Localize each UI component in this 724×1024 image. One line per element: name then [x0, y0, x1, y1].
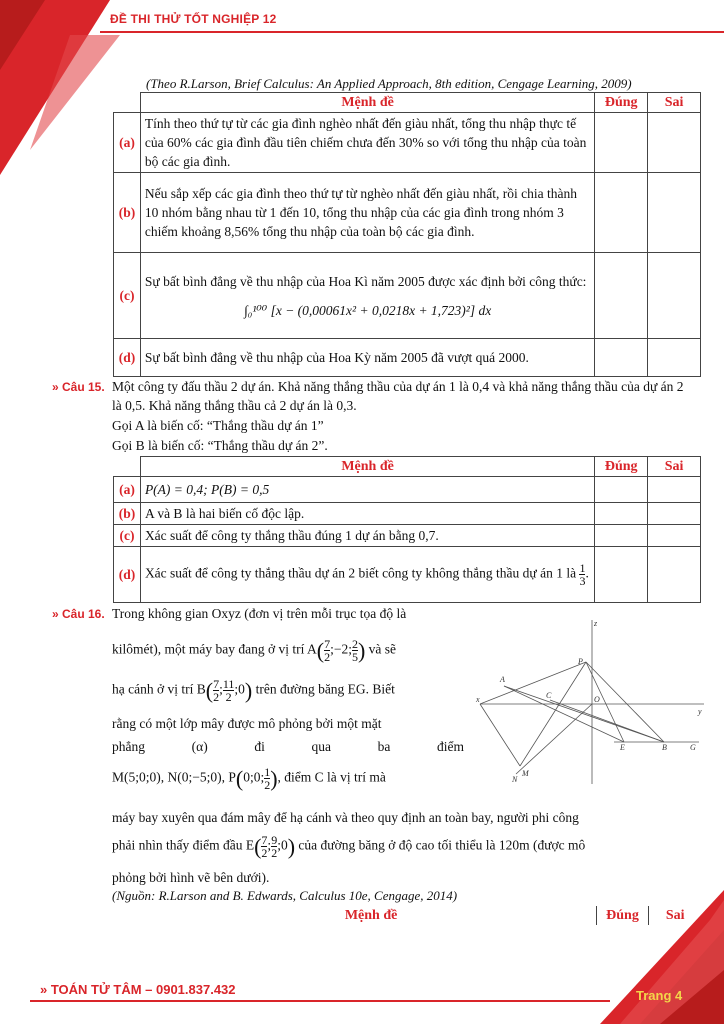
q16-line5 — [112, 737, 464, 756]
row-text: Xác suất để công ty thắng thầu đúng 1 dự án bằng 0,7. — [140, 525, 594, 547]
q16-table — [113, 906, 701, 925]
q15-row-c — [114, 525, 701, 547]
row-text: A và B là hai biến cố độc lập. — [140, 503, 594, 525]
row-text: Xác suất để công ty thắng thầu dự án 2 biết công ty không thắng thầu dự án 1 là $\frac{1}{3}$ . — [140, 547, 594, 603]
q14-citation: (Theo R.Larson, Brief Calculus: An Applied Approach, 8th edition, Cengage Learning, 2009) — [146, 76, 632, 91]
true-cell[interactable] — [595, 339, 648, 377]
true-cell[interactable] — [595, 113, 648, 173]
label-z: z — [594, 619, 598, 628]
line-PN — [480, 662, 586, 704]
q16-line7: máy bay xuyên qua đám mây để hạ cánh và theo quy định an toàn bay, người phi công — [112, 810, 579, 825]
q14-row-b — [114, 173, 701, 253]
row-text: Tính theo thứ tự từ các gia đình nghèo nhất đến giàu nhất, tổng thu nhập thực tế của 60% các gia đình đầu tiên chiếm chưa đến 30% so với tổng thu nhập của toàn bộ các gia đình. — [140, 113, 594, 173]
q15-intro: Một công ty đấu thầu 2 dự án. Khả năng thắng thầu của dự án 1 là 0,4 và khả năng thắng thầu của dự án 2 là 0,5. Khả năng thắng thầu cả 2 dự án là 0,3. — [112, 379, 684, 413]
row-label: (c) — [114, 525, 141, 547]
exam-title: ĐỀ THI THỬ TỐT NGHIỆP 12 — [110, 12, 277, 26]
q16-line8b: của đường băng ở độ cao tối thiểu là 120m (được mô — [298, 837, 586, 853]
q14-row-d — [114, 339, 701, 377]
q15-row-b — [114, 503, 701, 525]
q15-number: » Câu 15. — [52, 380, 105, 394]
q14-col-true: Đúng — [595, 93, 648, 113]
row-label: (d) — [114, 547, 141, 603]
row-text-main: Xác suất để công ty thắng thầu dự án 2 biết công ty không thắng thầu dự án 1 là — [144, 565, 577, 581]
fraction: $\frac{1}{2}$ — [264, 765, 271, 792]
q16-line3b: trên đường băng EG. Biết — [255, 681, 395, 697]
fraction: $\frac{11}{2}$ — [222, 677, 235, 704]
x-axis — [516, 704, 592, 774]
airplane-figure — [474, 616, 706, 784]
q16-line2a: kilômét), một máy bay đang ở vị trí A — [112, 641, 317, 657]
q15-col-blank — [114, 457, 141, 477]
q15-event-b: Gọi B là biến cố: “Thắng thầu dự án 2”. — [112, 438, 328, 453]
false-cell[interactable] — [648, 173, 701, 253]
page-number: Trang 4 — [636, 988, 683, 1003]
top-left-decoration — [0, 0, 130, 175]
true-cell[interactable] — [595, 253, 648, 339]
fraction: $\frac{7}{2}$ — [261, 833, 268, 860]
q16-col-false: Sai — [649, 906, 701, 925]
q16-line8a: phải nhìn thấy điểm đầu E — [112, 837, 255, 853]
label-C: C — [546, 691, 552, 700]
row-text: Sự bất bình đẳng về thu nhập của Hoa Kỳ năm 2005 đã vượt quá 2000. — [140, 339, 594, 377]
label-E: E — [620, 743, 625, 752]
q16-line2b: và sẽ — [368, 641, 397, 657]
q16-col-true: Đúng — [596, 906, 649, 925]
q16-line6b: , điểm C là vị trí mà — [277, 769, 386, 785]
point-a-coords: ( — [316, 638, 325, 663]
q14-col-false: Sai — [648, 93, 701, 113]
false-cell[interactable] — [648, 477, 701, 503]
fraction: $\frac{2}{5}$ — [351, 637, 358, 664]
row-text — [140, 253, 594, 339]
fraction: $\frac{9}{2}$ — [271, 833, 278, 860]
q16-line4: rằng có một lớp mây được mô phỏng bởi một mặt — [112, 716, 382, 731]
label-G: G — [690, 743, 696, 752]
word: điểm — [436, 739, 464, 754]
q15-col-true: Đúng — [595, 457, 648, 477]
fraction: $\frac{7}{2}$ — [324, 637, 331, 664]
q16-line8: phải nhìn thấy điểm đầu E( $\frac{7}{2}$ ; $\frac{9}{2}$ ;0) của đường băng ở độ cao tối thiểu là 120m (được mô — [112, 833, 586, 860]
q14-row-a — [114, 113, 701, 173]
line-AB — [504, 686, 664, 742]
denominator: 3 — [579, 574, 586, 588]
line-PM — [520, 662, 586, 766]
q16-line3: hạ cánh ở vị trí B( $\frac{7}{2}$ ; $\frac{11}{2}$ ;0) trên đường băng EG. Biết — [112, 677, 395, 704]
true-cell[interactable] — [595, 477, 648, 503]
q16-line3a: hạ cánh ở vị trí B — [112, 681, 206, 697]
q16-line9: phỏng bởi hình vẽ bên dưới). — [112, 870, 270, 885]
q15-col-statement: Mệnh đề — [140, 457, 594, 477]
line-MN — [480, 704, 520, 766]
false-cell[interactable] — [648, 339, 701, 377]
row-label: (a) — [114, 477, 141, 503]
q16-line6a: M(5;0;0), N(0;−5;0), P — [112, 769, 236, 785]
word: qua — [311, 739, 331, 754]
q14-col-statement: Mệnh đề — [140, 93, 594, 113]
word: đi — [254, 739, 265, 754]
true-cell[interactable] — [595, 503, 648, 525]
numerator: 1 — [579, 561, 586, 575]
word: ba — [377, 739, 391, 754]
label-A: A — [500, 675, 505, 684]
fraction: $\frac{7}{2}$ — [213, 677, 220, 704]
footer-brand: » TOÁN TỬ TÂM – 0901.837.432 — [40, 982, 236, 997]
q15-col-false: Sai — [648, 457, 701, 477]
q15-row-a — [114, 477, 701, 503]
q15-table — [113, 456, 701, 603]
fraction — [579, 562, 585, 587]
true-cell[interactable] — [595, 525, 648, 547]
q14-table — [113, 92, 701, 377]
row-text: P(A) = 0,4; P(B) = 0,5 — [140, 477, 594, 503]
q14-row-c — [114, 253, 701, 339]
true-cell[interactable] — [595, 173, 648, 253]
false-cell[interactable] — [648, 253, 701, 339]
true-cell[interactable] — [595, 547, 648, 603]
false-cell[interactable] — [648, 503, 701, 525]
q16-line1: Trong không gian Oxyz (đơn vị trên mỗi trục tọa độ là — [112, 606, 407, 621]
q16-citation: (Nguồn: R.Larson and B. Edwards, Calculus 10e, Cengage, 2014) — [112, 888, 458, 903]
row-label: (b) — [114, 503, 141, 525]
row-text: Nếu sắp xếp các gia đình theo thứ tự từ nghèo nhất đến giàu nhất, rồi chia thành 10 nhóm bằng nhau từ 1 đến 10, tổng thu nhập của các gia đình trong nhóm 3 chiếm khoảng 8,56% tổng thu nhập của toàn bộ các gia đình. — [140, 173, 594, 253]
row-label: (b) — [114, 173, 141, 253]
q16-col-blank — [113, 906, 147, 925]
label-x-left: x — [476, 695, 480, 704]
integral-formula: ∫₀¹⁰⁰ [x − (0,00061x² + 0,0218x + 1,723)²] dx — [243, 302, 492, 318]
q15-event-a: Gọi A là biến cố: “Thắng thầu dự án 1” — [112, 418, 324, 433]
label-O: O — [594, 695, 600, 704]
false-cell[interactable] — [648, 547, 701, 603]
label-M: M — [522, 769, 529, 778]
row-text-main: Sự bất bình đẳng về thu nhập của Hoa Kì năm 2005 được xác định bởi công thức: — [144, 273, 587, 289]
label-B: B — [662, 743, 667, 752]
row-label: (a) — [114, 113, 141, 173]
label-y: y — [698, 707, 702, 716]
line-AE — [504, 686, 624, 742]
word: phẳng — [112, 739, 145, 754]
label-P: P — [578, 657, 583, 666]
header-divider — [100, 31, 724, 33]
q16-line6: M(5;0;0), N(0;−5;0), P(0;0; $\frac{1}{2}$ ), điểm C là vị trí mà — [112, 765, 386, 792]
label-N: N — [512, 775, 518, 784]
q16-number: » Câu 16. — [52, 607, 105, 621]
q14-col-blank — [114, 93, 141, 113]
row-label: (c) — [114, 253, 141, 339]
q16-col-statement: Mệnh đề — [344, 908, 398, 923]
q16-line2: kilômét), một máy bay đang ở vị trí A( $\frac{7}{2}$ ;−2; $\frac{2}{5}$ ) và sẽ — [112, 637, 397, 664]
q15-row-d — [114, 547, 701, 603]
false-cell[interactable] — [648, 113, 701, 173]
footer-line — [30, 1000, 610, 1002]
false-cell[interactable] — [648, 525, 701, 547]
row-label: (d) — [114, 339, 141, 377]
word: (α) — [191, 739, 208, 754]
